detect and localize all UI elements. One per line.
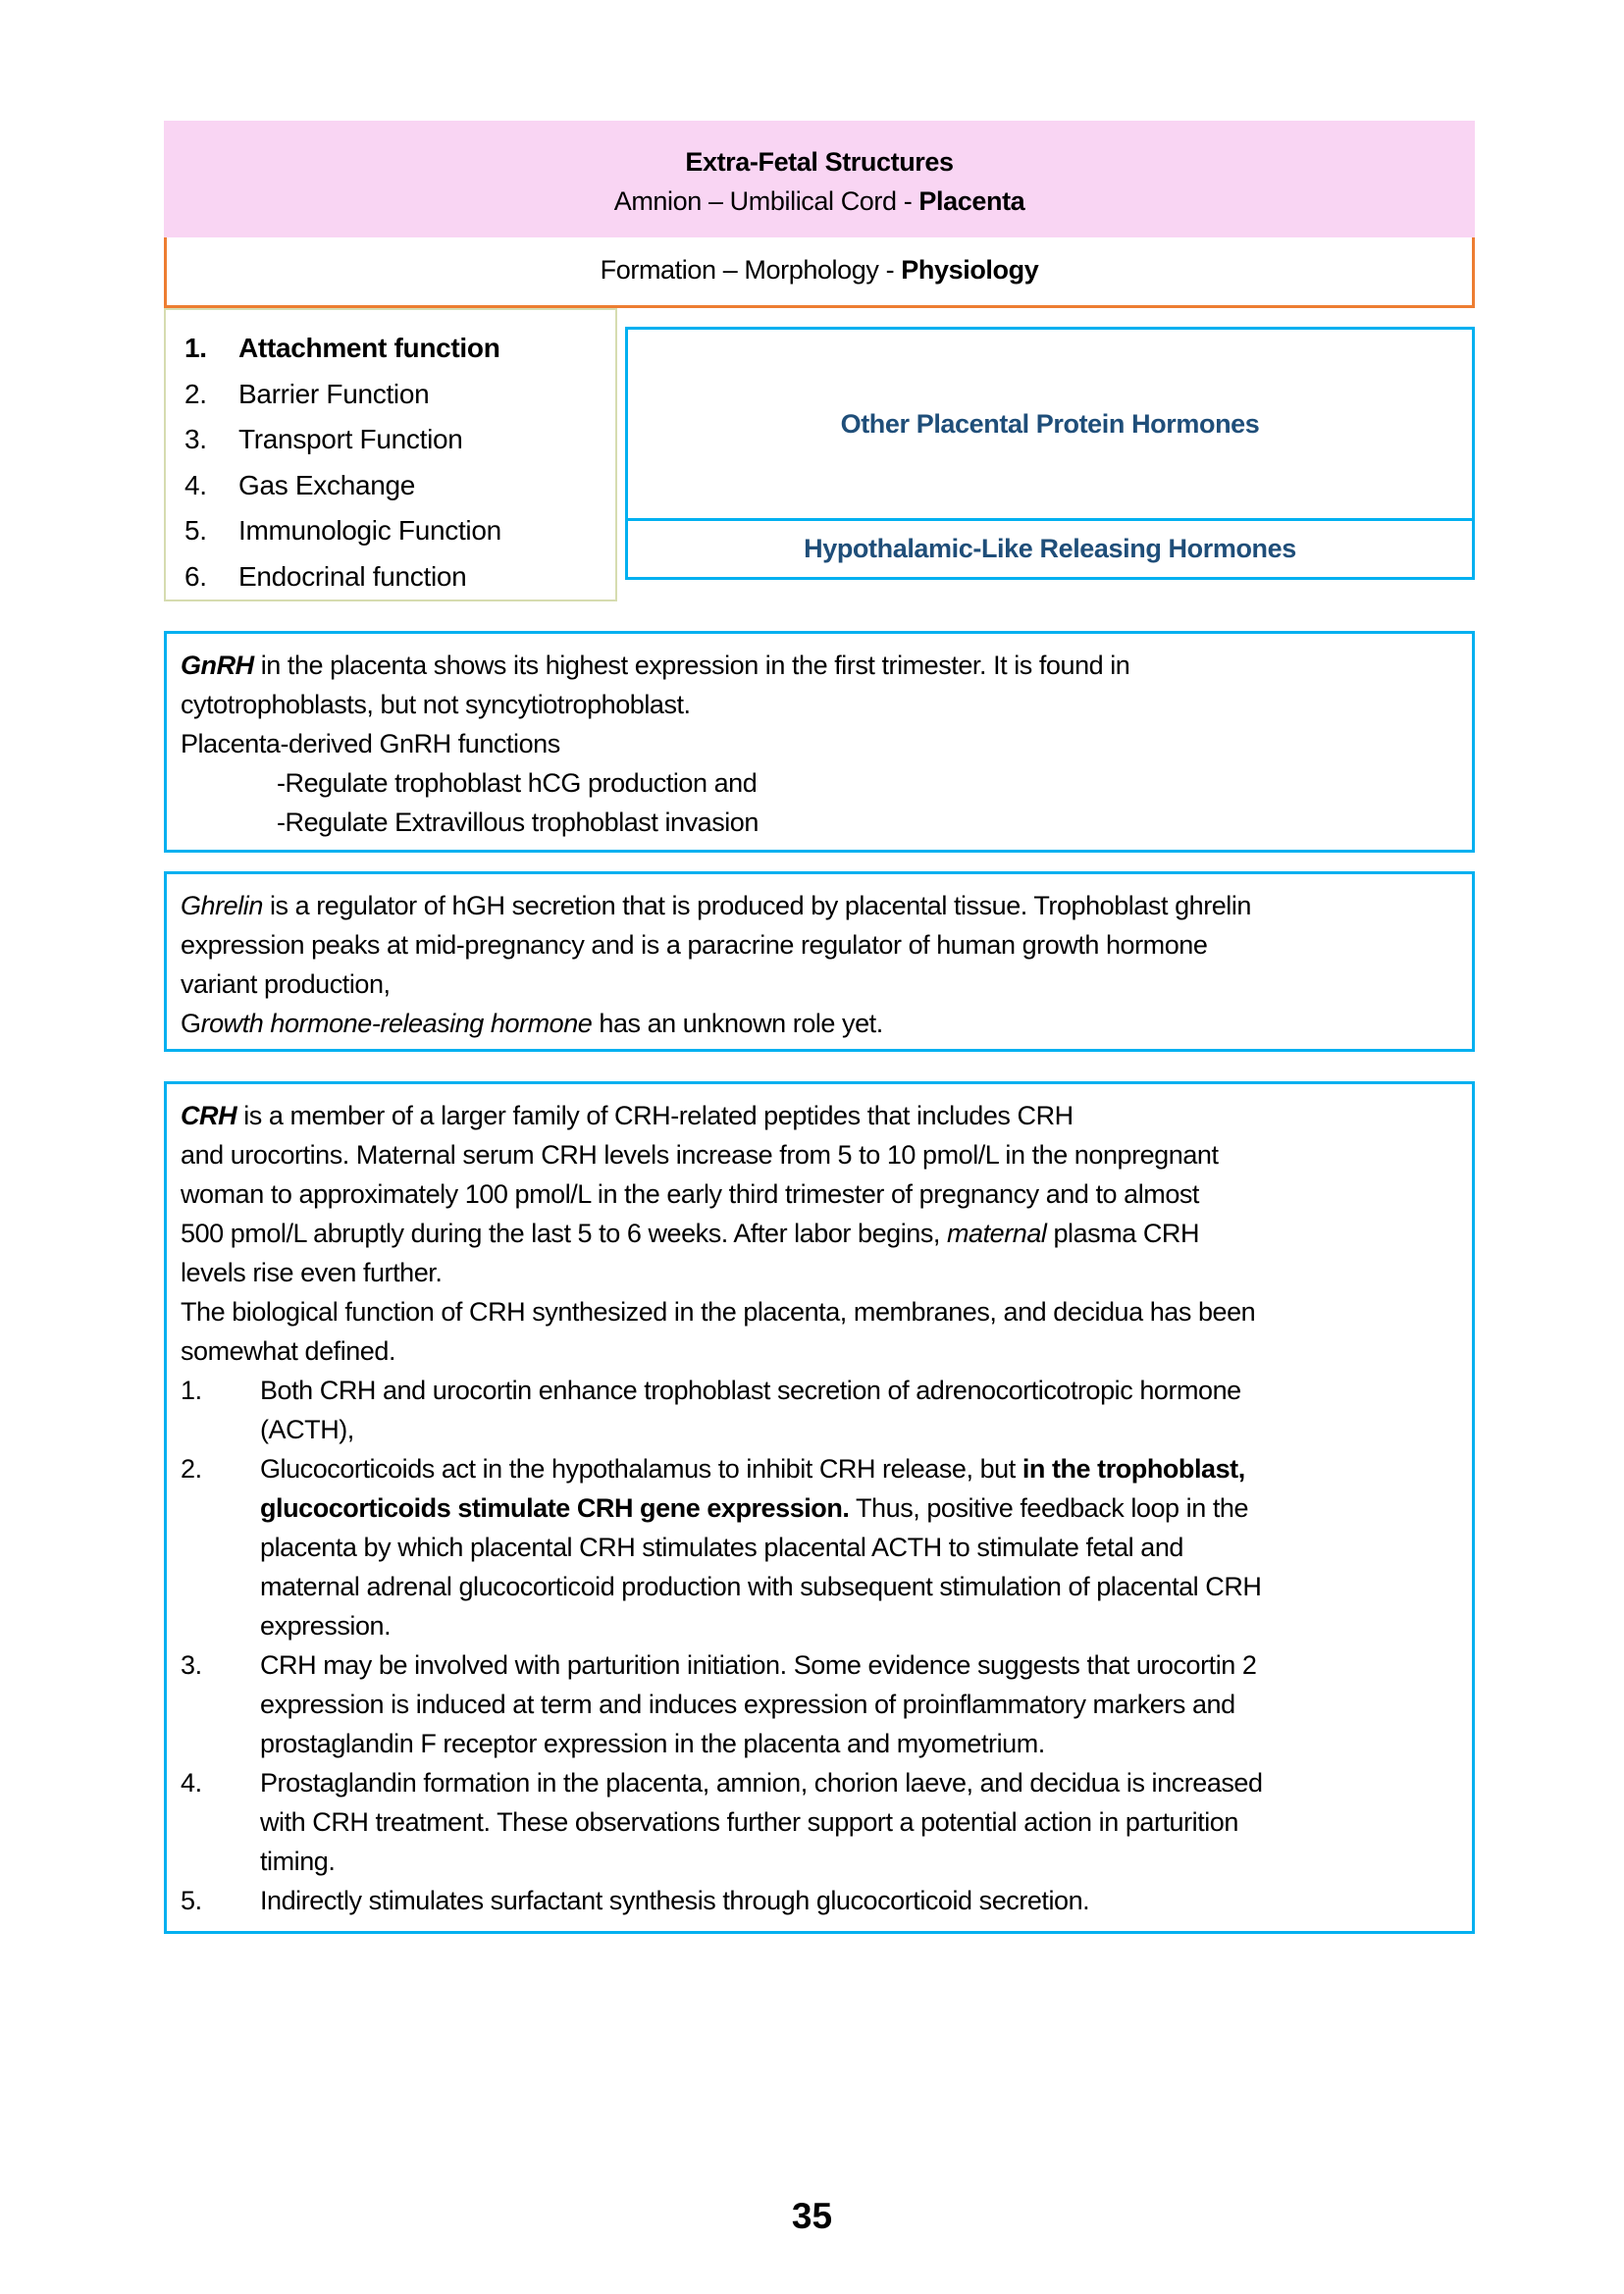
list-number: 2. <box>184 378 207 409</box>
numbered-list-item <box>181 1763 1472 1881</box>
text-run: 500 pmol/L abruptly during the last 5 to 6 weeks. After labor begins, <box>181 1219 947 1248</box>
placental-functions-list <box>164 308 617 601</box>
emphasis-text: CRH <box>181 1101 237 1130</box>
numbered-list-item <box>181 1371 1472 1449</box>
numbered-list-item <box>181 1449 1472 1645</box>
italic-text: maternal <box>946 1219 1047 1248</box>
header-subtitle-emphasis: Placenta <box>918 186 1025 216</box>
list-item-body <box>260 1371 1241 1449</box>
list-label: Attachment function <box>238 333 500 364</box>
paragraph-line <box>260 1881 1089 1920</box>
text-run: G <box>181 1009 201 1038</box>
emphasis-text: GnRH <box>181 651 254 680</box>
paragraph-line <box>260 1724 1256 1763</box>
bold-text <box>181 1101 236 1130</box>
text-run: variant production, <box>181 969 391 999</box>
paragraph-line <box>181 803 1472 842</box>
numbered-list-item <box>181 1881 1472 1920</box>
paragraph-line <box>181 685 1472 724</box>
function-list-item <box>184 326 615 372</box>
list-number: 2. <box>181 1454 202 1484</box>
italic-text: rowth hormone-releasing hormone <box>200 1009 593 1038</box>
list-item-body <box>260 1645 1256 1763</box>
header-title: Extra-Fetal Structures <box>685 147 954 177</box>
list-item-body <box>260 1449 1261 1645</box>
text-run: expression. <box>260 1611 392 1641</box>
section-bar-part: Formation – Morphology - <box>600 255 902 285</box>
text-run: cytotrophoblasts, but not syncytiotrophoblast. <box>181 690 691 719</box>
paragraph-line <box>260 1449 1261 1488</box>
text-run: Both CRH and urocortin enhance trophoblast secretion of adrenocorticotropic hormone <box>260 1376 1241 1405</box>
text-run: placenta by which placental CRH stimulates placental ACTH to stimulate fetal and <box>260 1533 1183 1562</box>
paragraph-line <box>260 1371 1241 1410</box>
text-run: CRH may be involved with parturition initiation. Some evidence suggests that urocortin 2 <box>260 1650 1257 1680</box>
page-number: 35 <box>791 2196 833 2236</box>
section-bar-emphasis: Physiology <box>901 255 1039 285</box>
paragraph-line <box>181 1096 1472 1135</box>
list-item-body <box>260 1881 1089 1920</box>
paragraph-line <box>181 1253 1472 1292</box>
text-run: and urocortins. Maternal serum CRH levels increase from 5 to 10 pmol/L in the nonpregnant <box>181 1140 1219 1170</box>
paragraph-line <box>181 1174 1472 1214</box>
list-number: 3. <box>184 424 207 455</box>
paragraph-line <box>181 1135 1472 1174</box>
function-list-item <box>184 463 615 509</box>
text-run: prostaglandin F receptor expression in the placenta and myometrium. <box>260 1729 1045 1758</box>
text-run: with CRH treatment. These observations further support a potential action in parturition <box>260 1807 1238 1837</box>
paragraph-line <box>260 1645 1256 1685</box>
text-run: Placenta-derived GnRH functions <box>181 729 560 758</box>
list-number: 5. <box>184 515 207 547</box>
text-run: levels rise even further. <box>181 1258 443 1287</box>
topic-box <box>625 327 1475 580</box>
list-label: Barrier Function <box>238 378 430 409</box>
numbered-list-item <box>181 1645 1472 1763</box>
paragraph-line <box>181 886 1472 925</box>
list-label: Endocrinal function <box>238 560 467 592</box>
bold-text: in the trophoblast, <box>1022 1454 1245 1484</box>
gnrh-card <box>164 631 1475 853</box>
text-run: expression is induced at term and induces expression of proinflammatory markers and <box>260 1690 1235 1719</box>
paragraph-line <box>181 965 1472 1004</box>
list-number: 1. <box>181 1376 202 1405</box>
topic-main-title: Other Placental Protein Hormones <box>840 408 1260 439</box>
header-subtitle <box>164 182 1475 221</box>
document-header <box>164 121 1475 237</box>
list-number: 1. <box>184 333 207 364</box>
topic-main-cell <box>628 330 1472 521</box>
text-run: Prostaglandin formation in the placenta, amnion, chorion laeve, and decidua is increased <box>260 1768 1263 1798</box>
function-list-item <box>184 417 615 463</box>
paragraph-line <box>181 1214 1472 1253</box>
text-run: (ACTH), <box>260 1415 354 1444</box>
paragraph-line <box>181 1292 1472 1331</box>
italic-text: Ghrelin <box>181 891 263 920</box>
text-run: timing. <box>260 1847 336 1876</box>
list-number: 6. <box>184 560 207 592</box>
text-run: woman to approximately 100 pmol/L in the early third trimester of pregnancy and to almost <box>181 1179 1199 1209</box>
paragraph-line <box>181 724 1472 763</box>
text-run: in the placenta shows its highest expression in the first trimester. It is found in <box>253 651 1130 680</box>
text-run: -Regulate trophoblast hCG production and <box>277 768 758 798</box>
section-bar <box>164 237 1475 308</box>
paragraph-line <box>260 1763 1263 1802</box>
list-number: 5. <box>181 1886 202 1915</box>
text-run: plasma CRH <box>1046 1219 1200 1248</box>
paragraph-line <box>181 1004 1472 1043</box>
text-run: The biological function of CRH synthesized in the placenta, membranes, and decidua has been <box>181 1297 1256 1327</box>
text-run: Indirectly stimulates surfactant synthesis through glucocorticoid secretion. <box>260 1886 1090 1915</box>
function-list-item <box>184 508 615 554</box>
ghrelin-card <box>164 871 1475 1052</box>
paragraph-line <box>260 1685 1256 1724</box>
topic-sub-title: Hypothalamic-Like Releasing Hormones <box>804 534 1296 563</box>
text-run: -Regulate Extravillous trophoblast invasion <box>277 808 759 837</box>
text-run: maternal adrenal glucocorticoid production with subsequent stimulation of placental CRH <box>260 1572 1262 1601</box>
paragraph-line <box>181 763 1472 803</box>
list-number: 3. <box>181 1650 202 1680</box>
paragraph-line <box>260 1410 1241 1449</box>
list-label: Transport Function <box>238 424 463 455</box>
text-run: expression peaks at mid-pregnancy and is a paracrine regulator of human growth hormone <box>181 930 1208 960</box>
paragraph-line <box>260 1842 1263 1881</box>
text-run: Glucocorticoids act in the hypothalamus to inhibit CRH release, but <box>260 1454 1022 1484</box>
function-list-item <box>184 554 615 600</box>
list-item-body <box>260 1763 1263 1881</box>
text-run: is a regulator of hGH secretion that is produced by placental tissue. Trophoblast ghrelin <box>262 891 1251 920</box>
list-number: 4. <box>184 469 207 500</box>
paragraph-line <box>260 1567 1261 1606</box>
crh-card <box>164 1081 1475 1934</box>
list-number: 4. <box>181 1768 202 1798</box>
header-subtitle-part: Amnion – Umbilical Cord - <box>613 186 919 216</box>
text-run: is a member of a larger family of CRH-related peptides that includes CRH <box>236 1101 1074 1130</box>
topic-sub-cell <box>628 521 1472 577</box>
text-run: has an unknown role yet. <box>592 1009 883 1038</box>
paragraph-line <box>260 1488 1261 1528</box>
paragraph-line <box>260 1606 1261 1645</box>
paragraph-line <box>260 1528 1261 1567</box>
list-label: Immunologic Function <box>238 515 501 547</box>
list-label: Gas Exchange <box>238 469 416 500</box>
function-list-item <box>184 372 615 418</box>
bold-text: glucocorticoids stimulate CRH gene expression. <box>260 1493 850 1523</box>
paragraph-line <box>260 1802 1263 1842</box>
text-run: somewhat defined. <box>181 1336 395 1366</box>
text-run: Thus, positive feedback loop in the <box>849 1493 1249 1523</box>
bold-text <box>181 651 254 680</box>
paragraph-line <box>181 646 1472 685</box>
paragraph-line <box>181 925 1472 965</box>
paragraph-line <box>181 1331 1472 1371</box>
